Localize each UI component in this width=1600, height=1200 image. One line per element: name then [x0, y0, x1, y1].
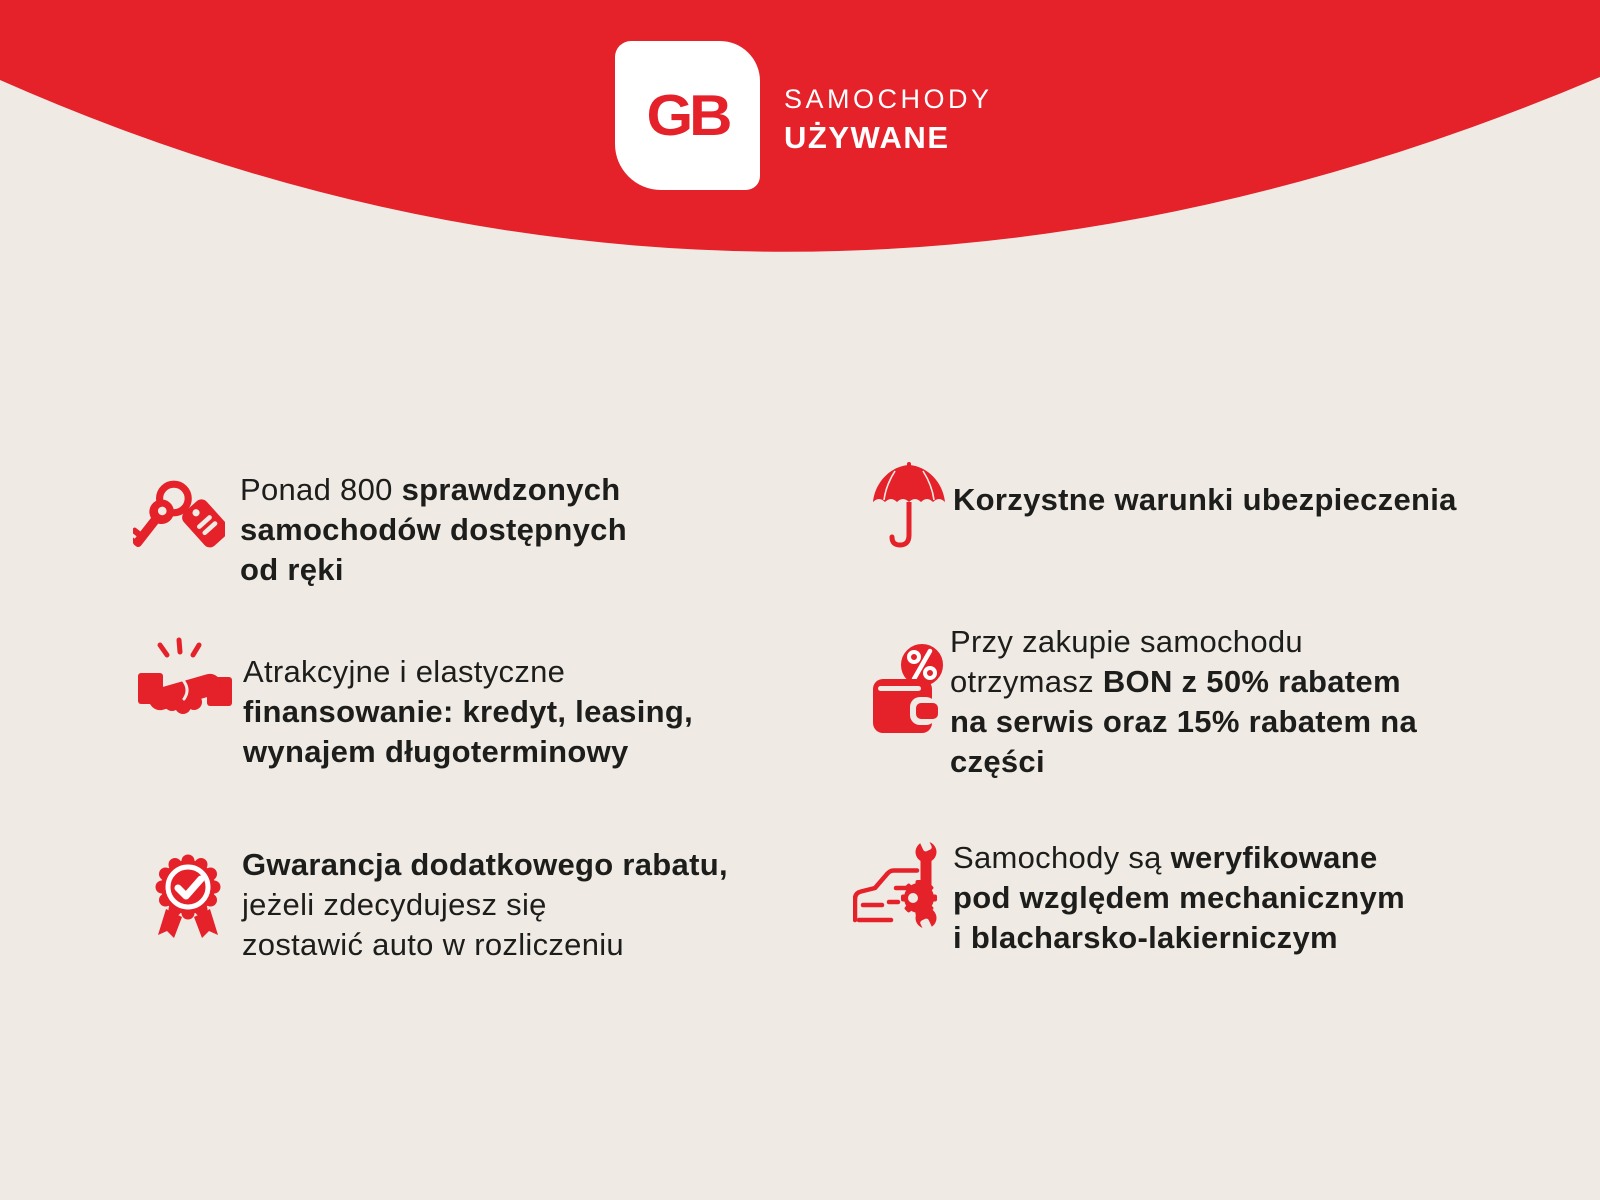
feature-verification-text: [953, 838, 1405, 958]
rosette-check-icon: [146, 847, 230, 939]
text-line: [243, 692, 693, 732]
header-title-uzywane: UŻYWANE: [784, 120, 950, 155]
feature-insurance-text: [953, 480, 1457, 520]
feature-financing-text: [243, 652, 693, 772]
text-line: [243, 652, 693, 692]
text-bold: sprawdzonych: [401, 472, 621, 507]
text-bold: pod względem mechanicznym: [953, 880, 1405, 915]
feature-available-cars-text: [240, 470, 627, 590]
text-regular: Samochody są: [953, 840, 1171, 875]
text-bold: na serwis oraz 15% rabatem na: [950, 704, 1418, 739]
text-line: [950, 742, 1417, 782]
text-line: [950, 702, 1417, 742]
feature-service-voucher-text: [950, 622, 1417, 782]
car-keys-icon: [133, 479, 225, 567]
gb-logo: [615, 41, 760, 190]
umbrella-icon: [871, 462, 947, 550]
header-title-samochody: SAMOCHODY: [784, 84, 993, 114]
text-bold: Korzystne warunki ubezpieczenia: [953, 482, 1457, 517]
text-line: [953, 878, 1405, 918]
text-line: [240, 550, 627, 590]
text-regular: zostawić auto w rozliczeniu: [242, 927, 624, 962]
text-regular: otrzymasz: [950, 664, 1103, 699]
text-line: [953, 838, 1405, 878]
text-bold: weryfikowane: [1170, 840, 1378, 875]
text-line: [950, 662, 1417, 702]
text-regular: Przy zakupie samochodu: [950, 624, 1303, 659]
text-bold: od ręki: [240, 552, 344, 587]
handshake-icon: [138, 637, 232, 725]
text-bold: wynajem długoterminowy: [243, 734, 629, 769]
text-bold: części: [950, 744, 1045, 779]
text-bold: i blacharsko-lakierniczym: [953, 920, 1338, 955]
header-title: [784, 84, 993, 156]
text-line: [242, 885, 728, 925]
text-line: [953, 918, 1405, 958]
text-line: [240, 470, 627, 510]
text-bold: BON z 50% rabatem: [1102, 664, 1401, 699]
text-bold: Gwarancja dodatkowego rabatu,: [242, 847, 728, 882]
gb-logo-letters: GB: [646, 83, 729, 148]
text-line: [950, 622, 1417, 662]
text-bold: finansowanie: kredyt, leasing,: [243, 694, 694, 729]
text-line: [242, 845, 728, 885]
text-line: [242, 925, 728, 965]
wallet-percent-icon: [873, 640, 949, 734]
text-regular: jeżeli zdecydujesz się: [242, 887, 547, 922]
text-line: [240, 510, 627, 550]
car-service-icon: [853, 842, 941, 930]
text-regular: Atrakcyjne i elastyczne: [243, 654, 566, 689]
text-regular: Ponad 800: [240, 472, 402, 507]
feature-discount-guarantee-text: [242, 845, 728, 965]
text-line: [953, 480, 1457, 520]
text-bold: samochodów dostępnych: [240, 512, 627, 547]
text-line: [243, 732, 693, 772]
